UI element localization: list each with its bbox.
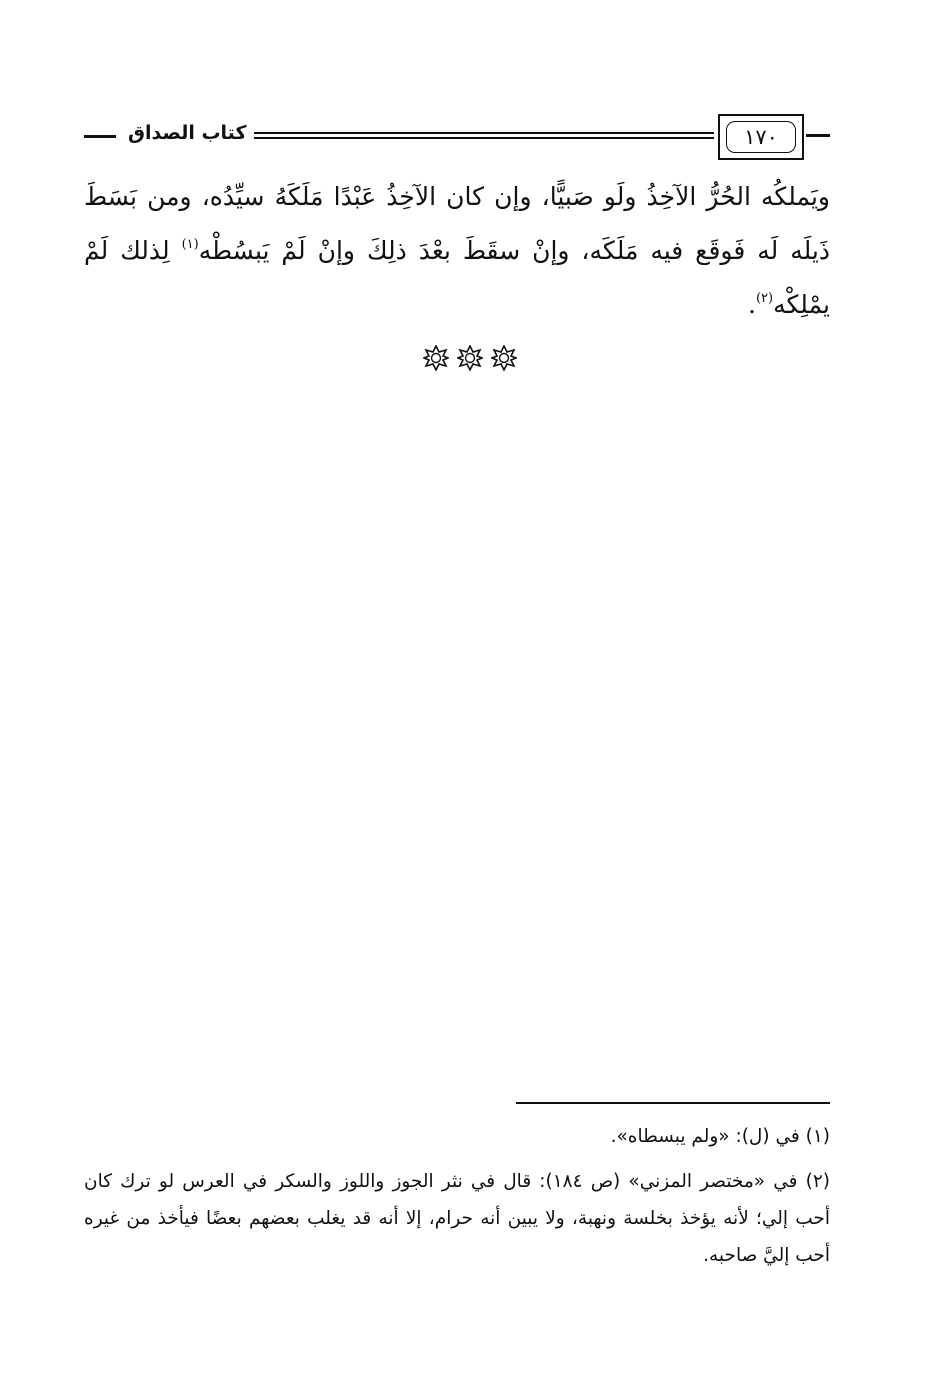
header-rule bbox=[254, 137, 714, 139]
running-header bbox=[84, 112, 830, 164]
page-number: ١٧٠ bbox=[726, 121, 796, 153]
paragraph-end-mark: . bbox=[748, 290, 756, 319]
footnote-separator-rule bbox=[516, 1102, 830, 1104]
footnote-2: (٢) في «مختصر المزني» (ص ١٨٤): قال في نثر الجوز واللوز والسكر في العرس لو ترك كان أحب إلي؛ لأنه يؤخذ بخلسة ونهبة، ولا يبين أنه حرام، إلا أنه قد يغلب بعضهم بعضًا فيأخذ من غيره أحب إليَّ صاحبه. bbox=[84, 1171, 830, 1266]
footnote-ref-1: (١) bbox=[181, 237, 199, 252]
section-separator bbox=[0, 345, 940, 375]
header-rule bbox=[254, 132, 714, 134]
page-number-frame bbox=[718, 114, 804, 160]
paragraph-text: ويَملكُه الحُرُّ الآخِذُ ولَو صَبيًّا، وإن كان الآخِذُ عَبْدًا مَلَكَهُ سيِّدُه، ومن بَسَطَ ذَيلَه لَه فَوقَع فيه مَلَكَه، وإنْ سقَطَ بعْدَ ذلِكَ وإنْ لَمْ يَبسُطْه bbox=[84, 182, 830, 265]
main-paragraph bbox=[84, 170, 830, 332]
paragraph-text-tail: لِذلك لَمْ يمْلِكْه bbox=[84, 236, 830, 319]
eight-point-star-icon bbox=[423, 345, 449, 375]
eight-point-star-icon bbox=[491, 345, 517, 375]
footnote-ref-2: (٢) bbox=[755, 291, 774, 306]
eight-point-star-icon bbox=[457, 345, 483, 375]
footnotes bbox=[84, 1118, 830, 1274]
footnote-1: (١) في (ل): «ولم يبسطاه». bbox=[610, 1126, 830, 1147]
book-title: كتاب الصداق bbox=[128, 122, 247, 144]
header-dash bbox=[806, 134, 830, 137]
header-dash bbox=[84, 135, 116, 138]
